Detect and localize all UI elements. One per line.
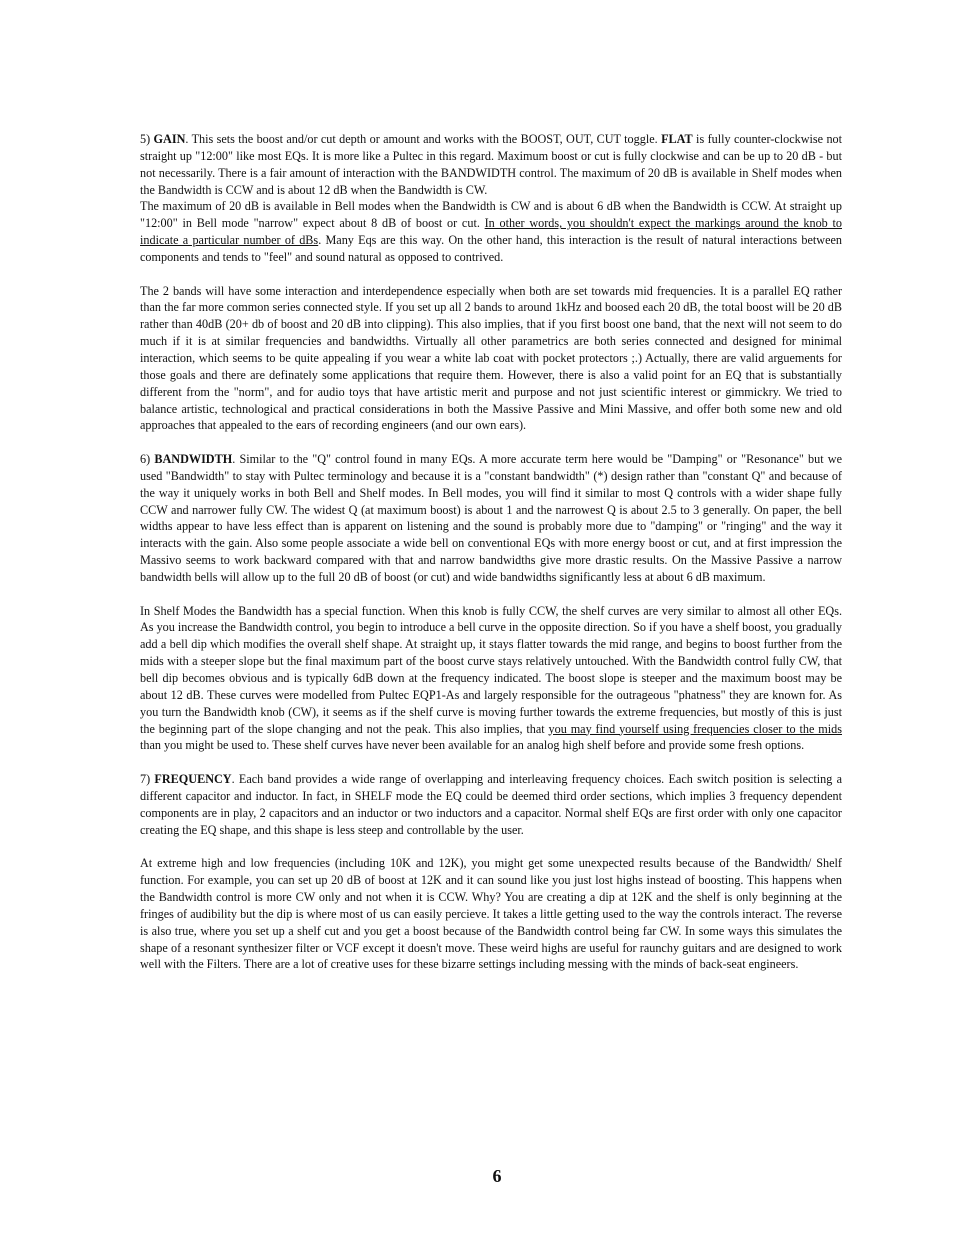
- gain-text-1: . This sets the boost and/or cut depth or amount and works with the BOOST, OUT, CUT toggle.: [185, 132, 662, 146]
- frequency-text: . Each band provides a wide range of overlapping and interleaving frequency choices. Each switch position is selecting a different capacitor and inductor. In fact, in SHELF mode the EQ could be deemed third order sections, which implies 3 frequency dependent components are in play, 2 capacitors and an inductor or two inductors and a capacitor. Normal shelf EQs are first order with only one capacitor creating the EQ shape, and this shape is less steep and controllable by the user.: [140, 772, 842, 837]
- gain-text-3: The maximum of 20 dB is available in Bell modes when the Bandwidth is CW and is about 6 dB when the Bandwidth is CCW. At straight up "12:00" in Bell mode "narrow" expect about 8 dB of boost or cut.: [140, 199, 842, 231]
- gain-bell-paragraph: [140, 198, 842, 265]
- flat-term: FLAT: [661, 132, 693, 146]
- shelf-text-2: than you might be used to. These shelf curves have never been available for an analog high shelf before and provide some fresh options.: [140, 738, 805, 753]
- extreme-frequencies-paragraph: At extreme high and low frequencies (including 10K and 12K), you might get some unexpected results because of the Bandwidth/ Shelf function. For example, you can set up 20 dB of boost at 12K and it can sound like you just lost highs instead of boosting. This happens when the Bandwidth control is more CW only and not when it is CCW. Why? You are creating a dip at 12K and the shelf is only beginning at the fringes of audibility but the dip is where most of us can easily percieve. It takes a little getting used to the way the controls interact. The reverse is also true, where you set up a shelf cut and you get a boost because of the Bandwidth control being far CW. In some ways this simulates the shape of a resonant synthesizer filter or VCF except it doesn't move. These weird highs are useful for raunchy guitars and are designed to work well with the Filters. There are a lot of creative uses for these bizarre settings including messing with the minds of back-seat engineers.: [140, 856, 842, 972]
- bandwidth-number: 6): [140, 452, 155, 467]
- paragraph-gap: [140, 266, 842, 283]
- gain-number: 5): [140, 132, 154, 146]
- paragraph-gap: [140, 434, 842, 451]
- shelf-text-1: In Shelf Modes the Bandwidth has a special function. When this knob is fully CCW, the shelf curves are very similar to almost all other EQs. As you increase the Bandwidth control, you begin to introduce a bell curve in the opposite direction. So if you have a shelf boost, you gradually add a bell dip which modifies the overall shelf shape. At straight up, it stays flatter towards the mid range, and begins to boost further from the mids with a steeper slope but the final maximum part of the boost curve stays relatively untouched. With the Bandwidth control fully CW, that bell dip becomes obvious and is typically 6dB down at the frequency indicated. The boost slope is steeper and the maximum boost may be about 12 dB. These curves were modelled from Pultec EQP1-As and largely responsible for the outrageous "phatness" they are known for. As you turn the Bandwidth knob (CW), it seems as if the shelf curve is moving further towards the extreme frequencies, but mostly of this is just the beginning part of the slope changing and not the peak. This also implies, that: [140, 603, 842, 736]
- paragraph-gap: [140, 754, 842, 771]
- gain-heading: GAIN: [153, 132, 186, 146]
- bandwidth-paragraph: [140, 451, 842, 586]
- frequency-heading: FREQUENCY: [154, 772, 232, 787]
- page-body: [140, 131, 842, 973]
- interaction-paragraph: The 2 bands will have some interaction and interdependence especially when both are set towards mid frequencies. It is a parallel EQ rather than the far more common series connected style. If you set up all 2 bands to around 1kHz and boosed each 20 dB, the total boost will be 20 dB rather than 40dB (20+ db of boost and 20 dB into clipping). This also implies, that if you first boost one band, that the next will not seem to do much if it is at similar frequencies and bandwidths. Virtually all other parametrics are both series connected and designed for minimal interaction, which seems to be quite appealing if you wear a white lab coat with pocket protectors ;.) Actually, there are valid arguements for those goals and there are definately some applications that require them. However, there is also a valid point for an EQ that is substantially different from the "norm", and for audio toys that have artistic merit and purpose and not just scientific interest or gimmickry. We tried to balance artistic, technological and practical considerations in both the Massive Passive and Mini Massive, and offer both some new and old approaches that appealed to the ears of recording engineers (and our own ears).: [140, 283, 842, 433]
- frequency-paragraph: [140, 771, 842, 838]
- paragraph-gap: [140, 838, 842, 855]
- bandwidth-text: . Similar to the "Q" control found in many EQs. A more accurate term here would be "Damping" or "Resonance" but we used "Bandwidth" to stay with Pultec terminology and because it is a "constant bandwidth" (*) design rather than "constant Q" and because of the way it uniquely works in both Bell and Shelf modes. In Bell modes, you will find it similar to most Q controls with a wider shape fully CCW and narrower fully CW. The widest Q (at maximum boost) is about 1 and the narrowest Q is about 2.5 to 3 generally. On paper, the bell widths appear to have less effect than is apparent on listening and the sound is probably more due to "damping" or "ringing" and the way it interacts with the gain. Also some people associate a wide bell on conventional EQs with more energy boost or cut, and at first impression the Massivo seems to work backward compared with that and narrow bandwidths give more drastic results. On the Massive Passive a narrow bandwidth bells will allow up to the full 20 dB of boost (or cut) and wide bandwidths significantly less at about 6 dB maximum.: [140, 452, 842, 584]
- shelf-underlined-note: you may find yourself using frequencies closer to the mids: [548, 721, 842, 736]
- gain-text-2: is fully counter-clockwise not straight up "12:00" like most EQs. It is more like a Pultec in this regard. Maximum boost or cut is fully clockwise and can be up to 20 dB - but not necessarily. There is a fair amount of interaction with the BANDWIDTH control. The maximum of 20 dB is available in Shelf modes when the Bandwidth is CCW and is about 12 dB when the Bandwidth is CW.: [140, 132, 843, 197]
- shelf-paragraph: [140, 603, 842, 755]
- page-number: 6: [492, 1166, 502, 1186]
- gain-paragraph: [140, 131, 842, 198]
- bandwidth-heading: BANDWIDTH: [154, 452, 233, 467]
- gain-text-4: . Many Eqs are this way. On the other hand, this interaction is the result of natural interactions between components and tends to "feel" and sound natural as opposed to contrived.: [140, 233, 842, 264]
- frequency-number: 7): [140, 772, 155, 787]
- paragraph-gap: [140, 586, 842, 603]
- gain-underlined-note: In other words, you shouldn't expect the markings around the knob to indicate a particular number of dBs: [140, 216, 842, 248]
